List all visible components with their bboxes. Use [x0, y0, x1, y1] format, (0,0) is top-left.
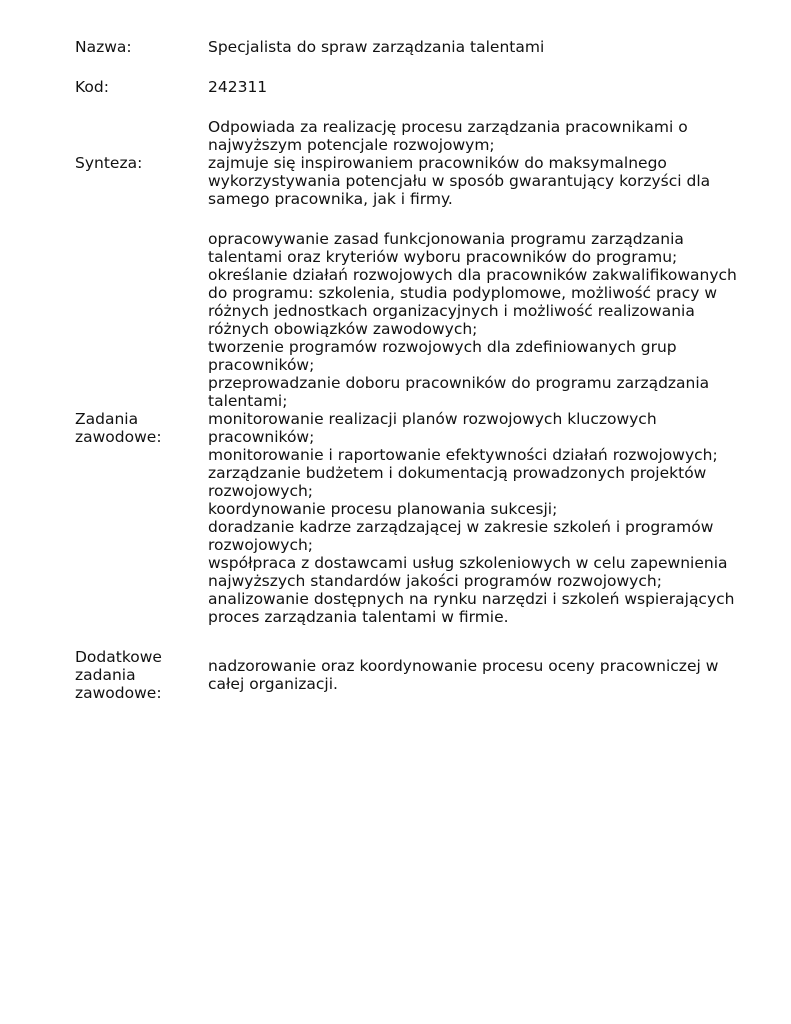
task-line: do programu: szkolenia, studia podyplomowe, możliwość pracy w: [208, 284, 718, 302]
synthesis-row: [75, 118, 755, 208]
synthesis-text: [208, 118, 748, 208]
task-line: talentami;: [208, 392, 288, 410]
additional-tasks-row: [75, 648, 755, 702]
name-value: Specjalista do spraw zarządzania talentami: [208, 38, 545, 56]
task-line: określanie działań rozwojowych dla pracowników zakwalifikowanych: [208, 266, 737, 284]
code-value: 242311: [208, 78, 268, 96]
synthesis-line: wykorzystywania potencjału w sposób gwarantujący korzyści dla: [208, 172, 711, 190]
task-line: najwyższych standardów jakości programów rozwojowych;: [208, 572, 662, 590]
code-row: [75, 78, 755, 96]
tasks-label: Zadania zawodowe:: [75, 410, 162, 446]
task-line: pracowników;: [208, 428, 315, 446]
synthesis-line: zajmuje się inspirowaniem pracowników do maksymalnego: [208, 154, 667, 172]
task-line: zarządzanie budżetem i dokumentacją prowadzonych projektów: [208, 464, 707, 482]
tasks-row: [75, 230, 755, 626]
synthesis-line: Odpowiada za realizację procesu zarządzania pracownikami o: [208, 118, 688, 136]
task-line: koordynowanie procesu planowania sukcesji;: [208, 500, 558, 518]
task-line: współpraca z dostawcami usług szkoleniowych w celu zapewnienia: [208, 554, 728, 572]
additional-task-line: nadzorowanie oraz koordynowanie procesu oceny pracowniczej w: [208, 657, 719, 675]
occupation-sheet: [75, 38, 755, 702]
synthesis-label: Synteza:: [75, 154, 143, 172]
task-line: pracowników;: [208, 356, 315, 374]
tasks-text: [208, 230, 748, 626]
task-line: różnych obowiązków zawodowych;: [208, 320, 478, 338]
task-line: różnych jednostkach organizacyjnych i możliwość realizowania: [208, 302, 695, 320]
task-line: analizowanie dostępnych na rynku narzędzi i szkoleń wspierających: [208, 590, 735, 608]
synthesis-line: najwyższym potencjale rozwojowym;: [208, 136, 495, 154]
task-line: doradzanie kadrze zarządzającej w zakresie szkoleń i programów: [208, 518, 714, 536]
synthesis-line: samego pracownika, jak i firmy.: [208, 190, 453, 208]
task-line: monitorowanie realizacji planów rozwojowych kluczowych: [208, 410, 657, 428]
task-line: tworzenie programów rozwojowych dla zdefiniowanych grup: [208, 338, 677, 356]
additional-task-line: całej organizacji.: [208, 675, 338, 693]
name-label: Nazwa:: [75, 38, 132, 56]
name-row: [75, 38, 755, 56]
task-line: rozwojowych;: [208, 482, 314, 500]
code-label: Kod:: [75, 78, 109, 96]
task-line: proces zarządzania talentami w firmie.: [208, 608, 509, 626]
task-line: przeprowadzanie doboru pracowników do programu zarządzania: [208, 374, 710, 392]
task-line: monitorowanie i raportowanie efektywności działań rozwojowych;: [208, 446, 718, 464]
task-line: opracowywanie zasad funkcjonowania programu zarządzania: [208, 230, 684, 248]
task-line: rozwojowych;: [208, 536, 314, 554]
additional-tasks-text: [208, 657, 748, 693]
additional-tasks-label: Dodatkowe zadania zawodowe:: [75, 648, 162, 702]
task-line: talentami oraz kryteriów wyboru pracowników do programu;: [208, 248, 678, 266]
